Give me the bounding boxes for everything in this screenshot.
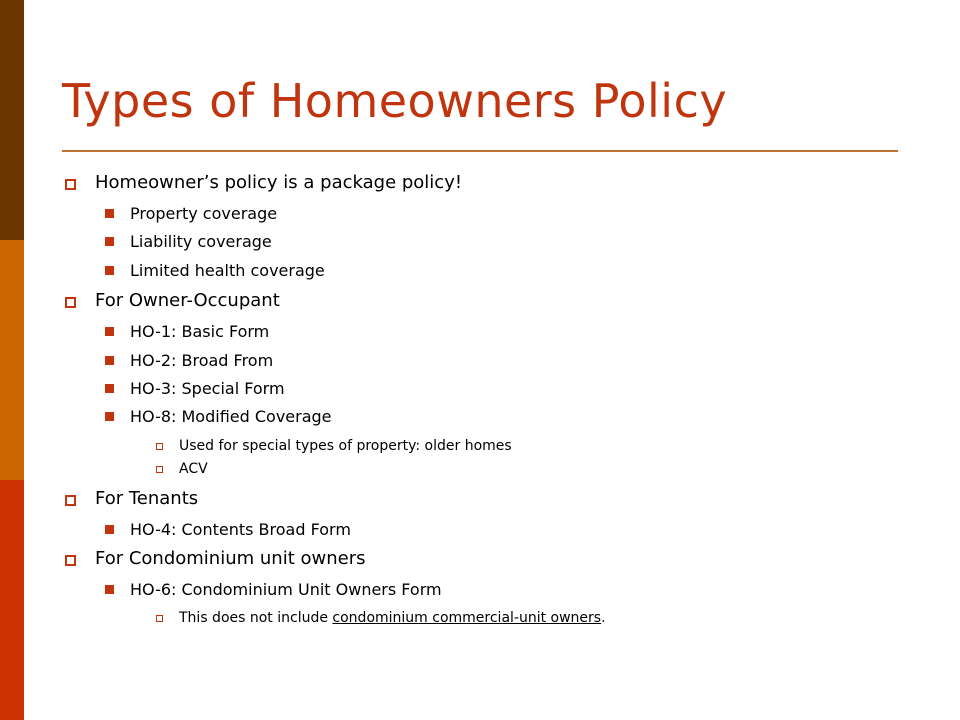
bullet-text: For Owner-Occupant	[95, 290, 280, 311]
bullet-text: For Condominium unit owners	[95, 548, 366, 569]
bullet-text: Limited health coverage	[130, 261, 325, 280]
bullet-liability-coverage	[130, 232, 272, 251]
bullet-ho4	[130, 520, 351, 539]
filled-square-bullet-icon	[105, 356, 114, 365]
bullet-text: Liability coverage	[130, 232, 272, 251]
sub-bullet-acv	[179, 461, 208, 477]
filled-square-bullet-icon	[105, 209, 114, 218]
bullet-text: HO-2: Broad From	[130, 351, 274, 370]
hollow-square-bullet-icon	[65, 179, 76, 190]
bullet-ho2	[130, 351, 273, 370]
bullet-property-coverage	[130, 204, 277, 223]
bullet-text: Property coverage	[130, 204, 278, 223]
bullet-limited-health	[130, 261, 325, 280]
small-hollow-square-bullet-icon	[156, 443, 163, 450]
bullet-text: Used for special types of property: older homes	[179, 438, 512, 454]
bullet-text: HO-4: Contents Broad Form	[130, 520, 351, 539]
bullet-package-policy	[95, 172, 462, 193]
bullet-text: Homeowner’s policy is a package policy!	[95, 172, 463, 193]
bullet-text: HO-1: Basic Form	[130, 322, 270, 341]
filled-square-bullet-icon	[105, 412, 114, 421]
filled-square-bullet-icon	[105, 384, 114, 393]
bullet-ho8	[130, 407, 332, 426]
filled-square-bullet-icon	[105, 237, 114, 246]
sub-bullet-older-homes	[179, 438, 512, 454]
filled-square-bullet-icon	[105, 327, 114, 336]
bullet-ho3	[130, 379, 285, 398]
bullet-text: HO-3: Special Form	[130, 379, 285, 398]
bullet-text: For Tenants	[95, 488, 199, 509]
bullet-ho1	[130, 322, 269, 341]
small-hollow-square-bullet-icon	[156, 466, 163, 473]
bullet-text: HO-6: Condominium Unit Owners Form	[130, 580, 442, 599]
hollow-square-bullet-icon	[65, 555, 76, 566]
underlined-term: condominium commercial-unit owners	[332, 610, 602, 626]
bullet-tenants	[95, 488, 198, 509]
small-hollow-square-bullet-icon	[156, 615, 163, 622]
filled-square-bullet-icon	[105, 585, 114, 594]
bullet-text-after: .	[601, 610, 606, 626]
bullet-text: HO-8: Modified Coverage	[130, 407, 332, 426]
bullet-text: ACV	[179, 461, 208, 477]
bullet-owner-occupant	[95, 290, 280, 311]
hollow-square-bullet-icon	[65, 297, 76, 308]
sub-bullet-commercial-unit	[179, 610, 606, 626]
filled-square-bullet-icon	[105, 525, 114, 534]
bullet-ho6	[130, 580, 442, 599]
slide-title: Types of Homeowners Policy	[62, 74, 728, 128]
bullet-condo-owners	[95, 548, 365, 569]
filled-square-bullet-icon	[105, 266, 114, 275]
hollow-square-bullet-icon	[65, 495, 76, 506]
bullet-text-before: This does not include	[179, 610, 333, 626]
